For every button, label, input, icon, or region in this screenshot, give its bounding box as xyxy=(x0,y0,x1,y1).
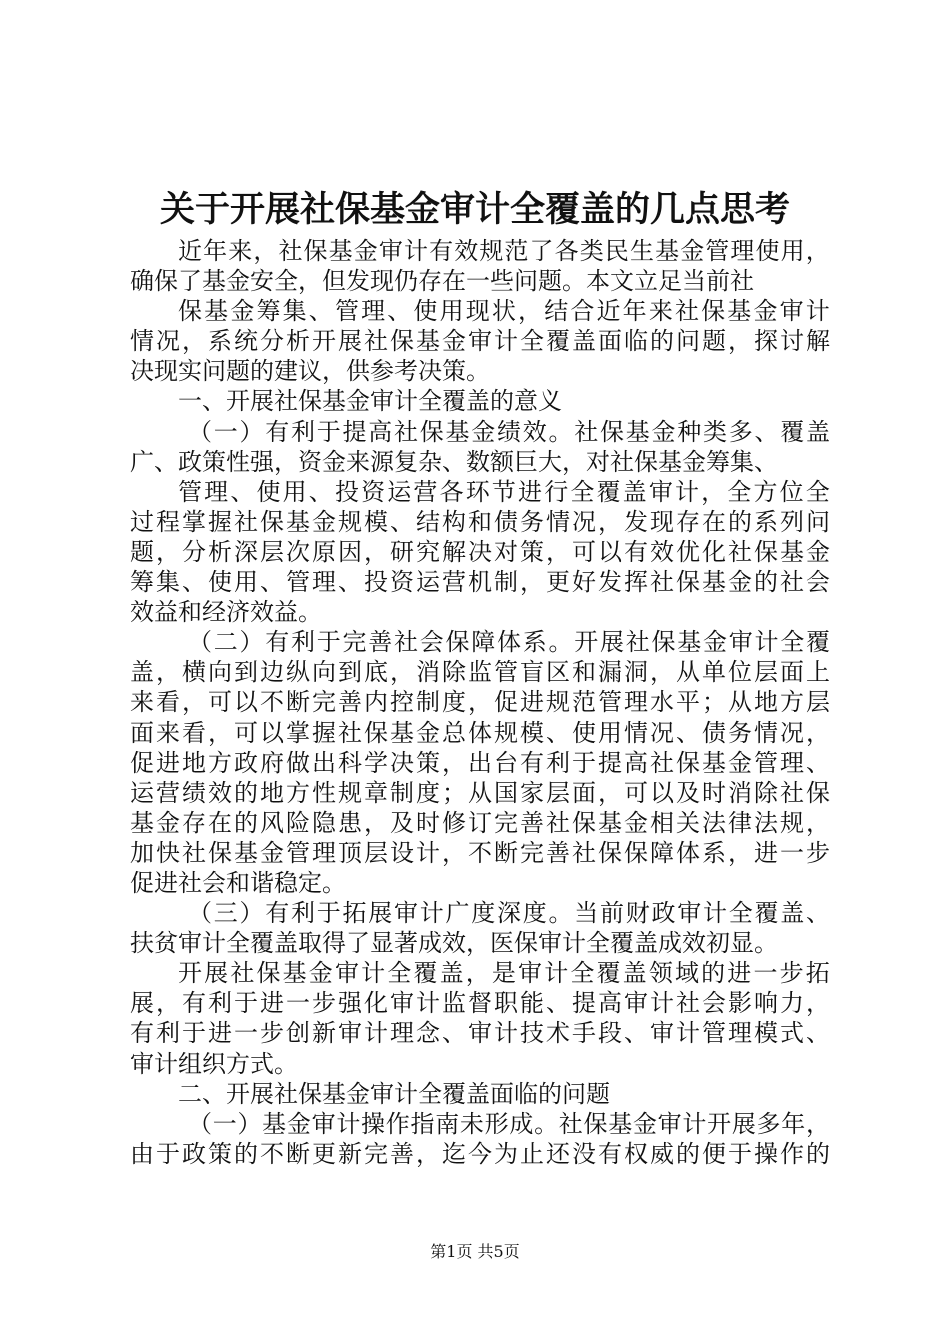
text-line: 保 基 金 筹 集 、 管 理 、 使 用 现 状 ， 结 合 近 年 来 社 保 基 金 审 计 xyxy=(178,297,830,326)
text-line: （ 二 ） 有 利 于 完 善 社 会 保 障 体 系 。 开 展 社 保 基 金 审 计 全 覆 xyxy=(188,628,830,657)
text-line: 有 利 于 进 一 步 创 新 审 计 理 念 、 审 计 技 术 手 段 、 审 计 管 理 模 式 、 xyxy=(130,1019,830,1048)
text-line: 近 年 来 ， 社 保 基 金 审 计 有 效 规 范 了 各 类 民 生 基 金 管 理 使 用 ， xyxy=(178,237,830,265)
document-body xyxy=(130,236,830,1169)
text-line: 面 来 看 ， 可 以 掌 握 社 保 基 金 总 体 规 模 、 使 用 情 况 、 债 务 情 况 ， xyxy=(130,718,830,747)
document-title: 关于开展社保基金审计全覆盖的几点思考 xyxy=(159,189,790,230)
text-line: 开 展 社 保 基 金 审 计 全 覆 盖 ， 是 审 计 全 覆 盖 领 域 的 进 一 步 拓 xyxy=(178,959,830,988)
text-line: 基 金 存 在 的 风 险 隐 患 ， 及 时 修 订 完 善 社 保 基 金 相 关 法 律 法 规 ， xyxy=(130,808,830,837)
text-line: 效益和经济效益。 xyxy=(130,598,322,627)
text-line: （ 三 ） 有 利 于 拓 展 审 计 广 度 深 度 。 当 前 财 政 审 计 全 覆 盖 、 xyxy=(188,899,830,928)
text-line: 加 快 社 保 基 金 管 理 顶 层 设 计 ， 不 断 完 善 社 保 保 障 体 系 ， 进 一 步 xyxy=(130,838,830,867)
text-line: （ 一 ） 有 利 于 提 高 社 保 基 金 绩 效 。 社 保 基 金 种 类 多 、 覆 盖 xyxy=(188,417,830,446)
text-line: 筹 集 、 使 用 、 管 理 、 投 资 运 营 机 制 ， 更 好 发 挥 社 保 基 金 的 社 会 xyxy=(130,568,830,597)
page-footer: 第1页 共5页 xyxy=(430,1242,520,1261)
text-line: 过 程 掌 握 社 保 基 金 规 模 、 结 构 和 债 务 情 况 ， 发 现 存 在 的 系 列 问 xyxy=(130,507,830,536)
text-line: 促进社会和谐稳定。 xyxy=(130,868,346,897)
text-line: 决现实问题的建议，供参考决策。 xyxy=(130,357,490,386)
text-line: 题 ， 分 析 深 层 次 原 因 ， 研 究 解 决 对 策 ， 可 以 有 效 优 化 社 保 基 金 xyxy=(130,537,830,566)
text-line: 扶贫审计全覆盖取得了显著成效，医保审计全覆盖成效初显。 xyxy=(130,929,778,958)
text-line: 一、开展社保基金审计全覆盖的意义 xyxy=(178,387,562,416)
text-line: 审计组织方式。 xyxy=(130,1049,298,1078)
text-line: 管 理 、 使 用 、 投 资 运 营 各 环 节 进 行 全 覆 盖 审 计 ， 全 方 位 全 xyxy=(178,477,830,506)
text-line: 确保了基金安全，但发现仍存在一些问题。本文立足当前社 xyxy=(130,267,754,296)
text-line: 促 进 地 方 政 府 做 出 科 学 决 策 ， 出 台 有 利 于 提 高 社 保 基 金 管 理 、 xyxy=(130,748,830,777)
text-line: 来 看 ， 可 以 不 断 完 善 内 控 制 度 ， 促 进 规 范 管 理 水 平 ； 从 地 方 层 xyxy=(130,688,830,717)
text-line: （ 一 ） 基 金 审 计 操 作 指 南 未 形 成 。 社 保 基 金 审 计 开 展 多 年 ， xyxy=(188,1109,830,1138)
text-line: 运 营 绩 效 的 地 方 性 规 章 制 度 ； 从 国 家 层 面 ， 可 以 及 时 消 除 社 保 xyxy=(130,778,830,807)
text-line: 二、开展社保基金审计全覆盖面临的问题 xyxy=(178,1079,610,1108)
text-line: 盖 ， 横 向 到 边 纵 向 到 底 ， 消 除 监 管 盲 区 和 漏 洞 ， 从 单 位 层 面 上 xyxy=(130,658,830,687)
text-line: 展 ， 有 利 于 进 一 步 强 化 审 计 监 督 职 能 、 提 高 审 计 社 会 影 响 力 ， xyxy=(130,989,830,1018)
text-line: 广、政策性强，资金来源复杂、数额巨大，对社保基金筹集、 xyxy=(130,447,778,476)
text-line: 由 于 政 策 的 不 断 更 新 完 善 ， 迄 今 为 止 还 没 有 权 威 的 便 于 操 作 的 xyxy=(130,1139,830,1168)
text-line: 情 况 ， 系 统 分 析 开 展 社 保 基 金 审 计 全 覆 盖 面 临 的 问 题 ， 探 讨 解 xyxy=(130,327,830,356)
